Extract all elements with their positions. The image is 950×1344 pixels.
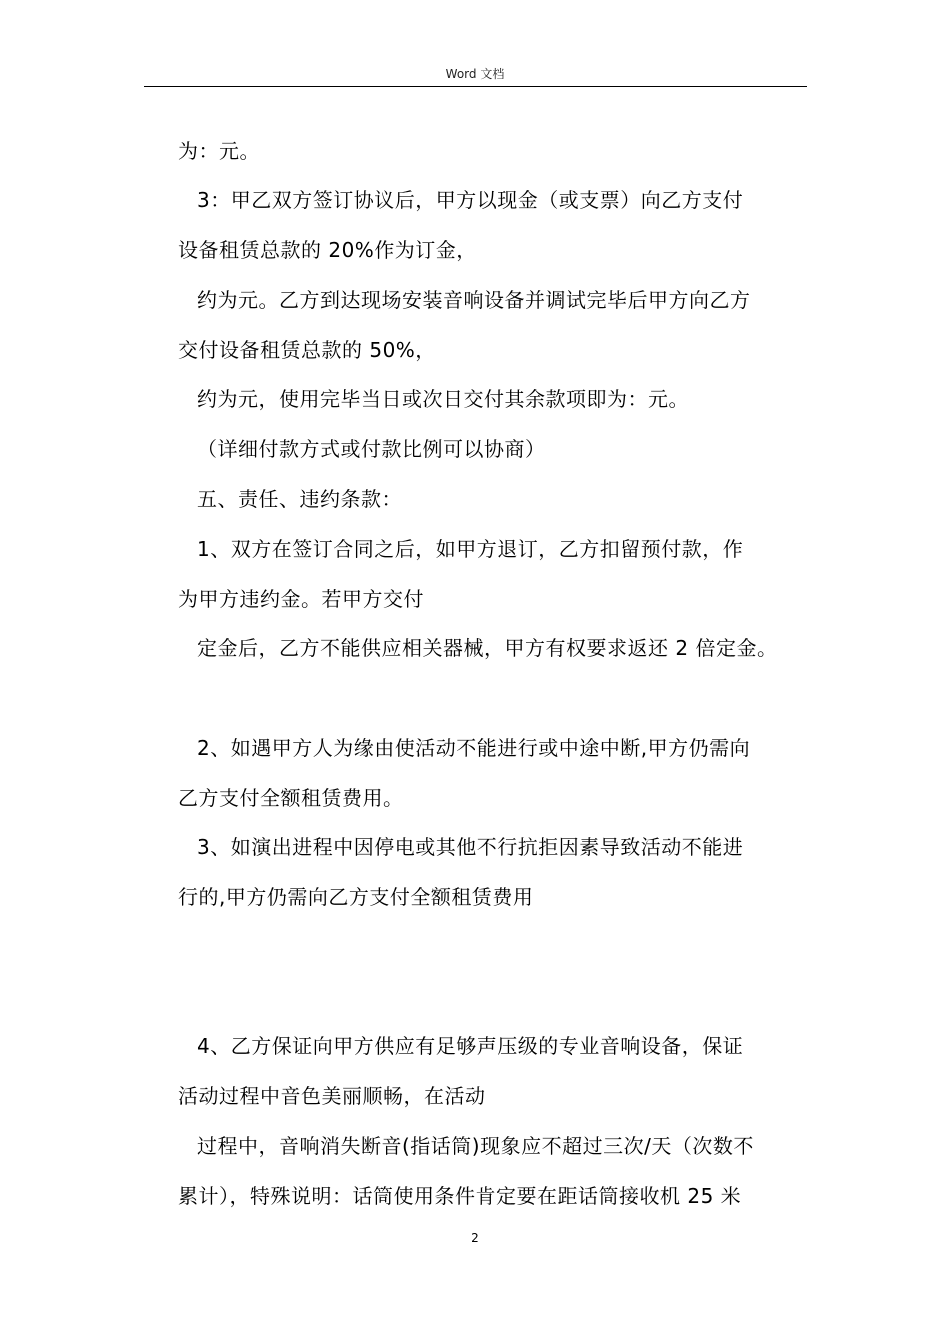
header-divider [144, 86, 807, 87]
paragraph-line: 累计），特殊说明：话筒使用条件肯定要在距话筒接收机 25 米 [178, 1184, 742, 1208]
paragraph-line: 1、双方在签订合同之后，如甲方退订，乙方扣留预付款，作 [197, 537, 744, 561]
paragraph-line: 为甲方违约金。若甲方交付 [178, 587, 424, 611]
paragraph-line: 为：元。 [178, 139, 260, 163]
paragraph-line: 约为元。乙方到达现场安装音响设备并调试完毕后甲方向乙方 [197, 288, 751, 312]
paragraph-line: 乙方支付全额租赁费用。 [178, 786, 404, 810]
paragraph-line: 3、如演出进程中因停电或其他不行抗拒因素导致活动不能进 [197, 835, 744, 859]
paragraph-line: 约为元，使用完毕当日或次日交付其余款项即为：元。 [197, 387, 689, 411]
paragraph-line: 2、如遇甲方人为缘由使活动不能进行或中途中断,甲方仍需向 [197, 736, 751, 760]
paragraph-line: 定金后，乙方不能供应相关器械，甲方有权要求返还 2 倍定金。 [197, 636, 778, 660]
section-heading: 五、责任、违约条款： [197, 487, 402, 511]
paragraph-line: 交付设备租赁总款的 50%， [178, 338, 436, 362]
paragraph-line: （详细付款方式或付款比例可以协商） [197, 437, 546, 461]
paragraph-line: 活动过程中音色美丽顺畅，在活动 [178, 1084, 486, 1108]
paragraph-line: 4、乙方保证向甲方供应有足够声压级的专业音响设备，保证 [197, 1034, 744, 1058]
page-header: Word 文档 [445, 67, 505, 81]
paragraph-line: 过程中，音响消失断音(指话筒)现象应不超过三次/天（次数不 [197, 1134, 754, 1158]
page-number: 2 [471, 1231, 479, 1245]
paragraph-line: 行的,甲方仍需向乙方支付全额租赁费用 [178, 885, 534, 909]
paragraph-line: 3：甲乙双方签订协议后，甲方以现金（或支票）向乙方支付 [197, 188, 744, 212]
paragraph-line: 设备租赁总款的 20%作为订金， [178, 238, 477, 262]
